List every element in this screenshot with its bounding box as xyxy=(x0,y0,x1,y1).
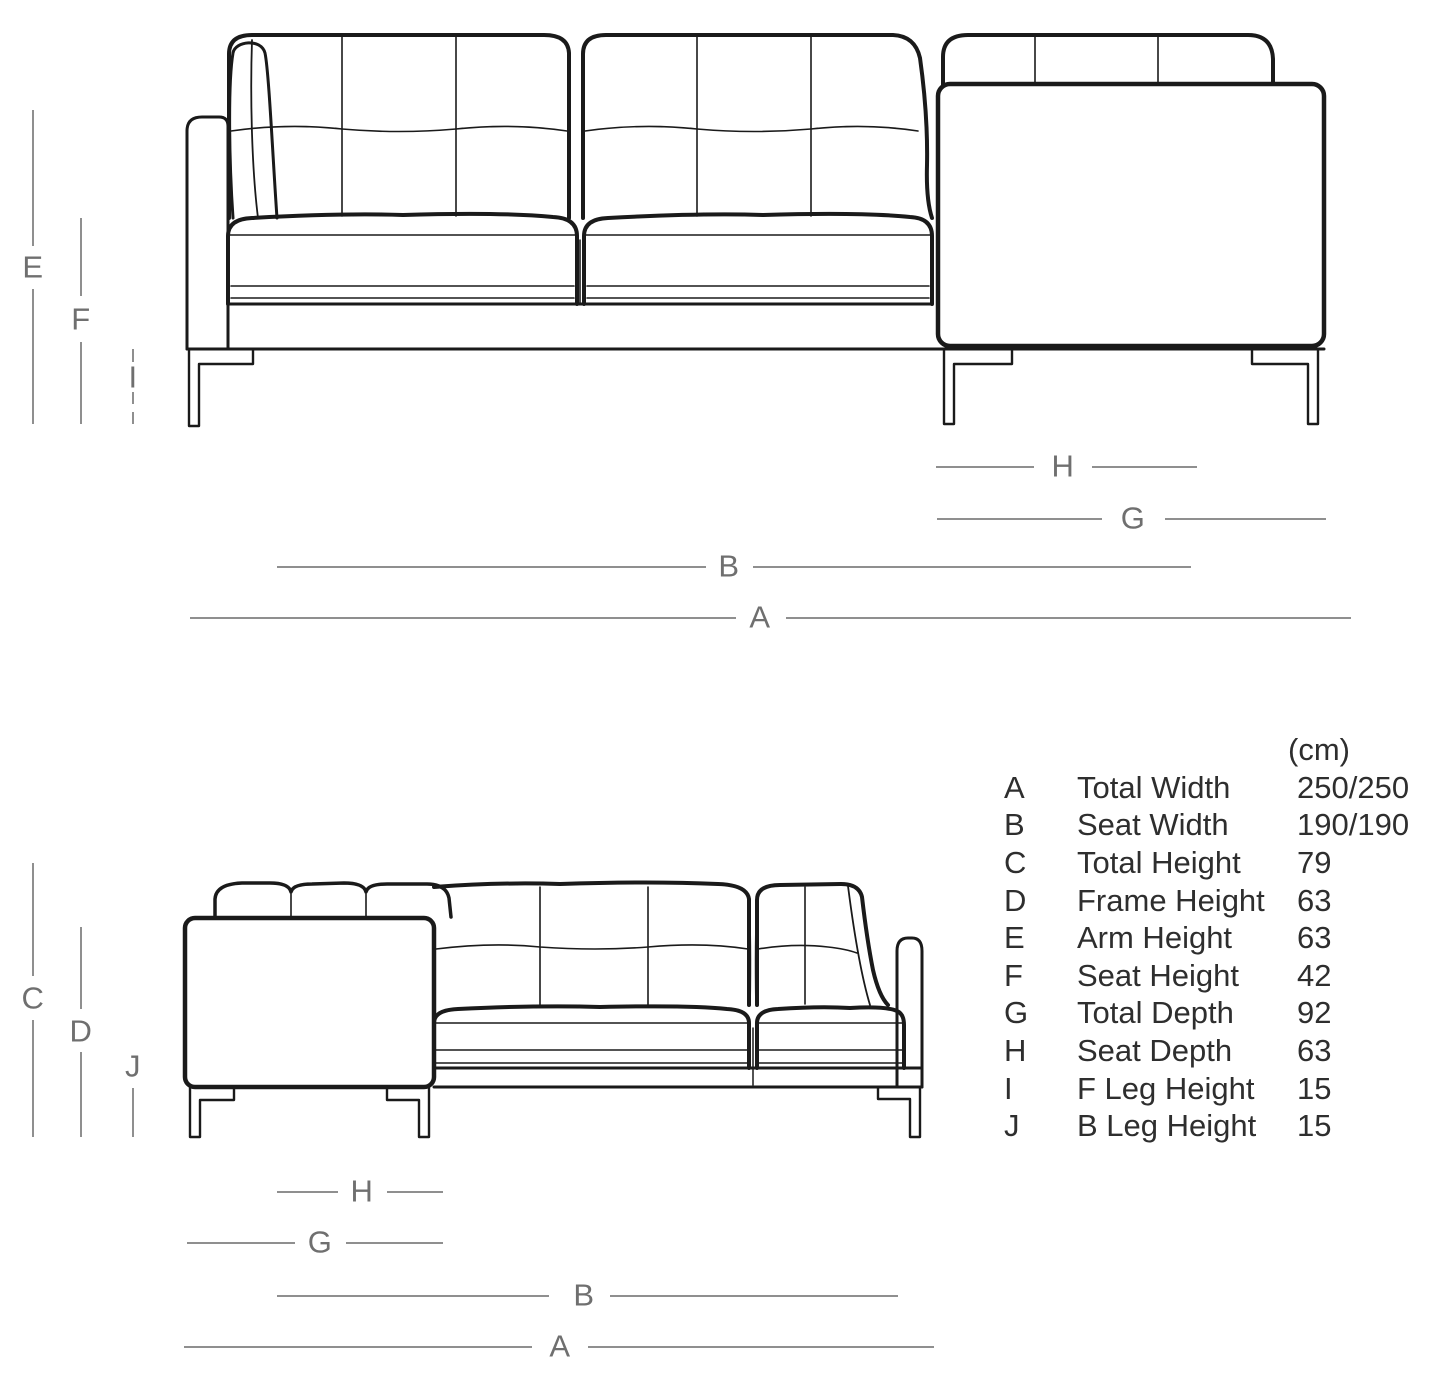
front-dim-label-E: E xyxy=(22,249,44,285)
side-dim-label-H: H xyxy=(350,1173,374,1209)
dim-value: 92 xyxy=(1297,995,1332,1031)
table-row xyxy=(1004,1070,1456,1108)
side-legs xyxy=(190,1087,920,1137)
dim-key: J xyxy=(1004,1108,1020,1144)
dim-key: C xyxy=(1004,844,1027,880)
side-arm-leg xyxy=(878,1087,920,1137)
side-dim-label-D: D xyxy=(69,1013,93,1049)
table-row xyxy=(1004,844,1456,882)
table-row xyxy=(1004,995,1456,1033)
front-dim-label-F: F xyxy=(71,301,91,337)
dim-name: Seat Height xyxy=(1077,957,1239,993)
side-dim-label-G: G xyxy=(307,1224,333,1260)
front-corner-leg-right xyxy=(1252,349,1318,424)
side-corner-cushion-top xyxy=(215,883,451,917)
front-left-arm xyxy=(187,117,228,349)
dim-value: 79 xyxy=(1297,844,1332,880)
dim-value: 42 xyxy=(1297,957,1332,993)
dim-key: F xyxy=(1004,957,1023,993)
table-row xyxy=(1004,1032,1456,1070)
side-dim-label-B: B xyxy=(573,1277,595,1313)
side-dim-label-A: A xyxy=(549,1328,571,1364)
table-row xyxy=(1004,919,1456,957)
dim-key: B xyxy=(1004,807,1025,843)
front-dim-label-I: I xyxy=(128,359,138,395)
dim-name: Arm Height xyxy=(1077,920,1233,956)
table-row xyxy=(1004,807,1456,845)
front-dim-label-G: G xyxy=(1120,500,1146,536)
units-header: (cm) xyxy=(1288,732,1350,767)
dim-name: Total Width xyxy=(1077,769,1231,805)
dim-value: 15 xyxy=(1297,1070,1332,1106)
front-corner-panel xyxy=(938,84,1324,346)
front-seat-cushion-2 xyxy=(584,214,932,304)
front-seat-cushion-1 xyxy=(228,214,577,304)
front-dim-label-B: B xyxy=(718,548,740,584)
dim-name: Total Depth xyxy=(1077,995,1234,1031)
front-dim-label-A: A xyxy=(749,599,771,635)
side-corner-panel xyxy=(185,918,434,1087)
front-dim-label-H: H xyxy=(1051,448,1075,484)
side-view-dimension-lines xyxy=(33,863,934,1347)
side-view-drawing xyxy=(185,883,922,1138)
front-corner-leg-left xyxy=(944,349,1012,424)
side-left-leg xyxy=(190,1087,234,1137)
side-back-cushion-2 xyxy=(757,884,888,1005)
dimension-table xyxy=(1004,731,1456,1145)
table-row xyxy=(1004,769,1456,807)
front-view-drawing xyxy=(187,35,1324,426)
side-corner-cushion-dips xyxy=(291,894,366,916)
dim-name: Seat Depth xyxy=(1077,1032,1233,1068)
side-dim-label-J: J xyxy=(125,1048,141,1084)
dim-value: 63 xyxy=(1297,1032,1332,1068)
dim-key: E xyxy=(1004,920,1025,956)
dim-key: G xyxy=(1004,995,1029,1031)
table-row xyxy=(1004,1107,1456,1145)
side-seat-seams xyxy=(436,1023,902,1085)
front-legs xyxy=(189,349,1318,426)
dim-key: I xyxy=(1004,1070,1013,1106)
side-seat-cushion-2 xyxy=(757,1007,904,1068)
dim-name: B Leg Height xyxy=(1077,1108,1257,1144)
side-back-cushion-1 xyxy=(434,883,749,1006)
dim-name: Frame Height xyxy=(1077,882,1265,918)
dim-key: D xyxy=(1004,882,1027,918)
side-dim-label-C: C xyxy=(21,980,45,1016)
dim-name: Seat Width xyxy=(1077,807,1229,843)
dim-value: 63 xyxy=(1297,882,1332,918)
table-row xyxy=(1004,882,1456,920)
front-left-leg xyxy=(189,349,253,426)
dim-value: 190/190 xyxy=(1297,807,1410,843)
table-row xyxy=(1004,957,1456,995)
dim-key: A xyxy=(1004,769,1025,805)
dim-value: 250/250 xyxy=(1297,769,1410,805)
dim-value: 15 xyxy=(1297,1108,1332,1144)
side-back-tufting xyxy=(436,887,857,1005)
dim-name: Total Height xyxy=(1077,844,1241,880)
side-seat-cushion-1 xyxy=(434,1006,749,1068)
dim-key: H xyxy=(1004,1032,1027,1068)
front-seat-seams xyxy=(230,235,930,303)
dim-value: 63 xyxy=(1297,920,1332,956)
side-mid-leg xyxy=(387,1087,429,1137)
dim-name: F Leg Height xyxy=(1077,1070,1255,1106)
front-corner-back-cushion xyxy=(943,35,1273,86)
units-header-row xyxy=(1004,731,1456,769)
